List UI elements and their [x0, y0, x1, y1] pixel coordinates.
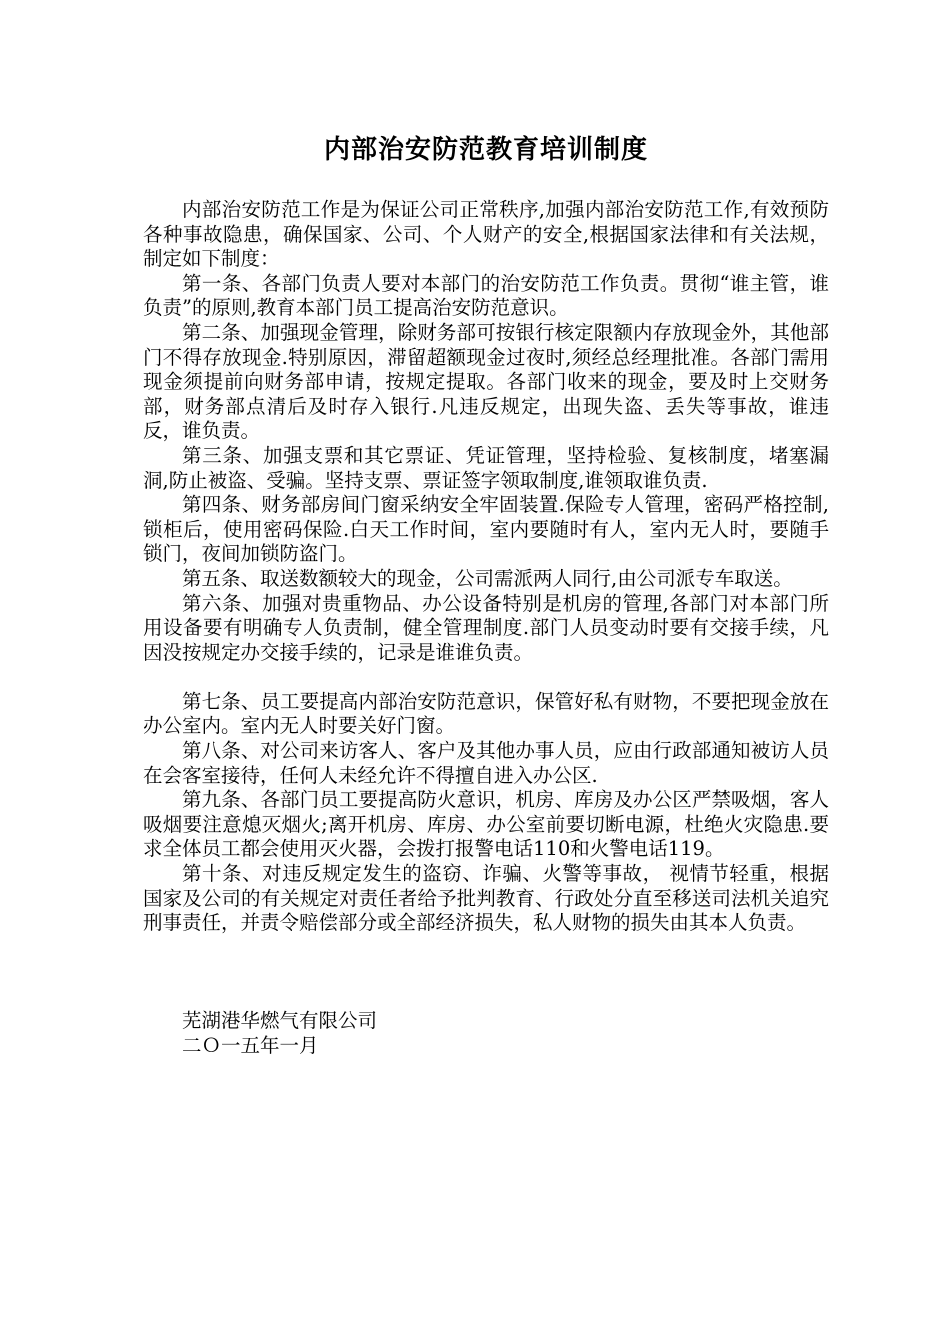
article-8-paragraph: 第八条、对公司来访客人、客户及其他办事人员，应由行政部通知被访人员在会客室接待，任何人未经允许不得擅自进入办公区.	[143, 739, 829, 787]
document-title: 内部治安防范教育培训制度	[323, 135, 648, 165]
article-9-paragraph: 第九条、各部门员工要提高防火意识，机房、库房及办公区严禁吸烟，客人吸烟要注意熄灭烟火;离开机房、库房、办公室前要切断电源，杜绝火灾隐患.要求全体员工都会使用灭火器，会拨打报警电话110和火警电话119。	[143, 788, 829, 861]
document-page	[143, 130, 829, 1058]
article-4-paragraph: 第四条、财务部房间门窗采纳安全牢固装置.保险专人管理，密码严格控制,锁柜后，使用密码保险.白天工作时间，室内要随时有人，室内无人时，要随手锁门，夜间加锁防盗门。	[143, 493, 829, 566]
article-5-paragraph: 第五条、取送数额较大的现金，公司需派两人同行,由公司派专车取送。	[182, 566, 793, 590]
signature-date: 二Ｏ一五年一月	[182, 1033, 319, 1057]
article-3-paragraph: 第三条、加强支票和其它票证、凭证管理，坚持检验、复核制度，堵塞漏洞,防止被盗、受骗。坚持支票、票证签字领取制度,谁领取谁负责.	[143, 443, 829, 492]
document-body	[143, 198, 829, 936]
article-6-paragraph: 第六条、加强对贵重物品、办公设备特别是机房的管理,各部门对本部门所用设备要有明确专人负责制，健全管理制度.部门人员变动时要有交接手续，凡因没按规定办交接手续的，记录是谁谁负责。	[143, 591, 829, 664]
article-1-paragraph: 第一条、各部门负责人要对本部门的治安防范工作负责。贯彻“谁主管，谁负责”的原则,教育本部门员工提高治安防范意识。	[143, 271, 829, 320]
article-7-paragraph: 第七条、员工要提高内部治安防范意识，保管好私有财物，不要把现金放在办公室内。室内无人时要关好门窗。	[143, 689, 829, 738]
signature-company: 芜湖港华燃气有限公司	[182, 1008, 378, 1032]
signature-block	[143, 1008, 829, 1058]
article-2-paragraph: 第二条、加强现金管理，除财务部可按银行核定限额内存放现金外，其他部门不得存放现金.特别原因，滞留超额现金过夜时,须经总经理批准。各部门需用现金须提前向财务部申请，按规定提取。各部门收来的现金，要及时上交财务部，财务部点清后及时存入银行.凡违反规定，出现失盗、丢失等事故，谁违反，谁负责。	[143, 320, 829, 443]
article-10-paragraph: 第十条、对违反规定发生的盗窃、诈骗、火警等事故， 视情节轻重，根据国家及公司的有关规定对责任者给予批判教育、行政处分直至移送司法机关追究刑事责任，并责令赔偿部分或全部经济损失，私人财物的损失由其本人负责。	[143, 862, 829, 935]
intro-paragraph: 内部治安防范工作是为保证公司正常秩序,加强内部治安防范工作,有效预防各种事故隐患，确保国家、公司、个人财产的安全,根据国家法律和有关法规，制定如下制度：	[143, 198, 829, 271]
